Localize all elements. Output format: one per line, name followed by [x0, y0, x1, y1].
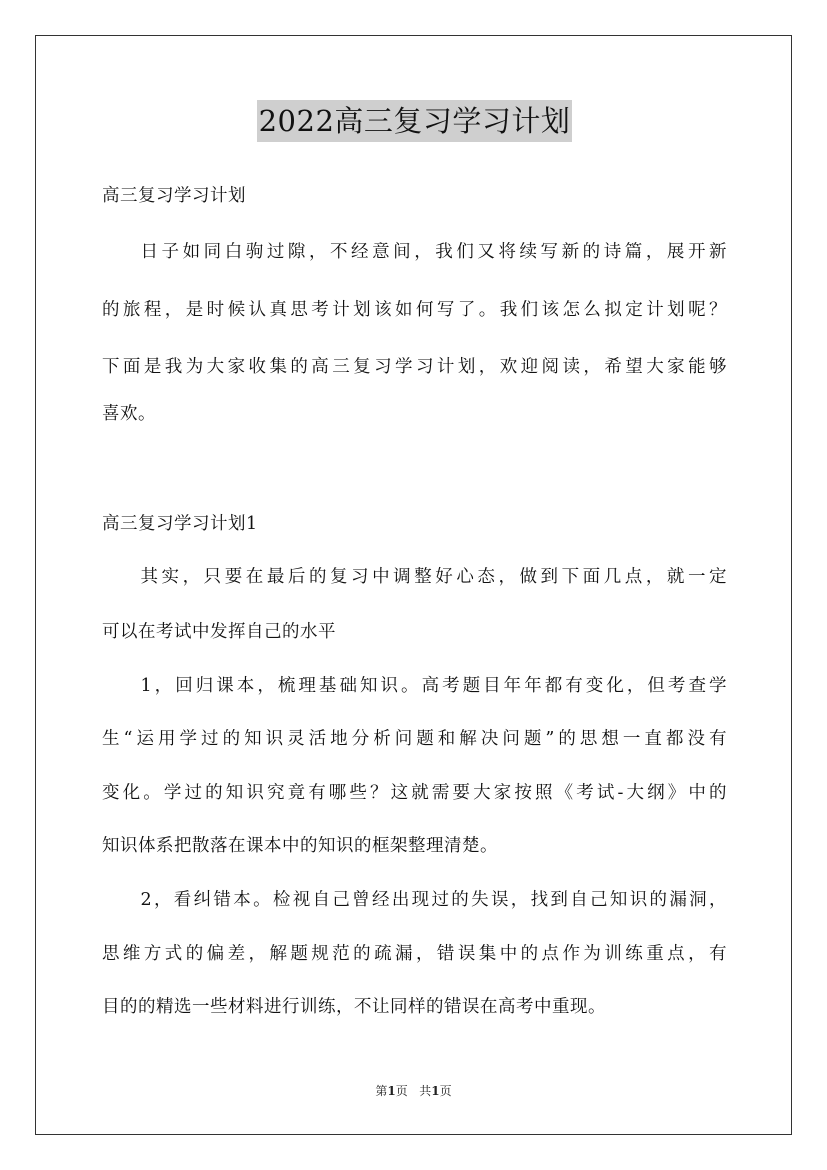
total-pages-prefix: 共 — [419, 1084, 432, 1098]
page-number-suffix: 页 — [395, 1084, 408, 1098]
total-pages-suffix: 页 — [439, 1084, 452, 1098]
intro-line-2: 的旅程，是时候认真思考计划该如何写了。我们该怎么拟定计划呢？ — [102, 300, 727, 320]
para3-line-1: 2，看纠错本。检视自己曾经出现过的失误，找到自己知识的漏洞， — [140, 890, 727, 910]
para2-line-1: 1，回归课本，梳理基础知识。高考题目年年都有变化，但考查学 — [140, 676, 727, 696]
para1-line-1: 其实，只要在最后的复习中调整好心态，做到下面几点，就一定 — [140, 567, 727, 587]
page-number-prefix: 第 — [375, 1084, 388, 1098]
para3-line-2: 思维方式的偏差，解题规范的疏漏，错误集中的点作为训练重点，有 — [102, 944, 727, 964]
intro-line-1: 日子如同白驹过隙，不经意间，我们又将续写新的诗篇，展开新 — [140, 242, 727, 262]
page-footer — [0, 1082, 827, 1099]
total-pages: 1 — [431, 1084, 440, 1098]
para2-line-2: 生“运用学过的知识灵活地分析问题和解决问题”的思想一直都没有 — [102, 729, 727, 749]
section-heading-1: 高三复习学习计划1 — [102, 514, 258, 534]
intro-line-3: 下面是我为大家收集的高三复习学习计划，欢迎阅读，希望大家能够 — [102, 357, 727, 377]
document-title-text: 2022高三复习学习计划 — [257, 100, 573, 142]
heading-line: 高三复习学习计划 — [102, 186, 246, 206]
intro-line-4: 喜欢。 — [102, 404, 156, 424]
page-number: 1 — [387, 1084, 396, 1098]
para2-line-3: 变化。学过的知识究竟有哪些？这就需要大家按照《考试-大纲》中的 — [102, 783, 727, 803]
para3-line-3: 目的的精选一些材料进行训练，不让同样的错误在高考中重现。 — [102, 997, 606, 1017]
document-title — [102, 100, 727, 142]
para2-line-4: 知识体系把散落在课本中的知识的框架整理清楚。 — [102, 836, 498, 856]
para1-line-2: 可以在考试中发挥自己的水平 — [102, 622, 336, 642]
